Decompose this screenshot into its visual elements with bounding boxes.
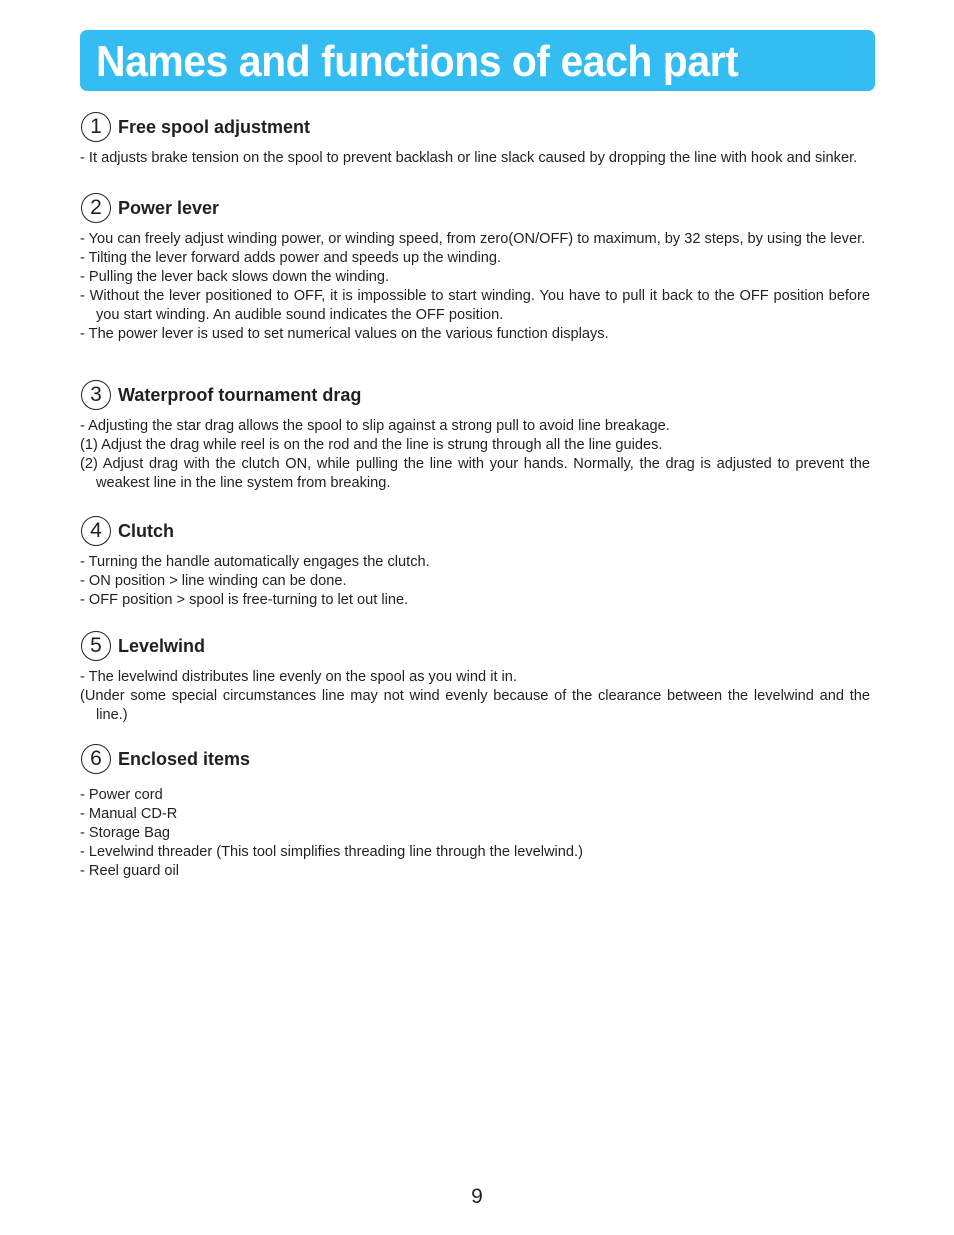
page-number: 9 <box>471 1185 483 1208</box>
body-line: - OFF position > spool is free-turning to let out line. <box>80 592 409 608</box>
body-line: - Adjusting the star drag allows the spool to slip against a strong pull to avoid line breakage. <box>80 418 670 434</box>
section-power-lever <box>80 193 870 344</box>
section-clutch <box>80 516 870 610</box>
body-line: (2) Adjust drag with the clutch ON, while pulling the line with your hands. Normally, the drag is adjusted to prevent the weakest line in the line system from breaking. <box>80 456 870 491</box>
section-title: Levelwind <box>118 636 206 656</box>
section-number-circle: 4 <box>81 516 111 546</box>
section-levelwind <box>80 631 870 725</box>
body-line: - Pulling the lever back slows down the winding. <box>80 269 390 285</box>
section-enclosed-items <box>80 744 870 881</box>
body-line: - Turning the handle automatically engages the clutch. <box>80 554 430 570</box>
section-title: Waterproof tournament drag <box>118 385 362 405</box>
section-heading <box>80 744 870 776</box>
section-number-circle: 6 <box>81 744 111 774</box>
section-body <box>80 149 870 168</box>
list-item: - Power cord <box>80 787 163 803</box>
section-heading <box>80 112 870 144</box>
section-free-spool-adjustment <box>80 112 870 168</box>
section-title: Enclosed items <box>118 749 251 769</box>
section-number-circle: 3 <box>81 380 111 410</box>
body-line: (1) Adjust the drag while reel is on the rod and the line is strung through all the line guides. <box>80 437 663 453</box>
section-heading <box>80 516 870 548</box>
body-line: - It adjusts brake tension on the spool to prevent backlash or line slack caused by dropping the line with hook and sinker. <box>80 150 858 166</box>
body-line: - Without the lever positioned to OFF, it is impossible to start winding. You have to pull it back to the OFF position before you start winding. An audible sound indicates the OFF position. <box>80 288 870 323</box>
section-waterproof-tournament-drag <box>80 380 870 493</box>
section-body <box>80 668 870 725</box>
section-number-circle: 1 <box>81 112 111 142</box>
page-title: Names and functions of each part <box>96 37 739 86</box>
section-number-circle: 2 <box>81 193 111 223</box>
list-item: - Reel guard oil <box>80 863 179 879</box>
list-item: - Manual CD-R <box>80 806 178 822</box>
list-item: - Levelwind threader (This tool simplifies threading line through the levelwind.) <box>80 844 583 860</box>
list-item: - Storage Bag <box>80 825 171 841</box>
section-title: Power lever <box>118 198 220 218</box>
section-heading <box>80 380 870 412</box>
section-body <box>80 417 870 493</box>
section-body <box>80 230 870 344</box>
body-line: (Under some special circumstances line may not wind evenly because of the clearance between the levelwind and the line.) <box>80 688 870 723</box>
section-heading <box>80 193 870 225</box>
section-number-circle: 5 <box>81 631 111 661</box>
body-line: - ON position > line winding can be done. <box>80 573 347 589</box>
body-line: - You can freely adjust winding power, or winding speed, from zero(ON/OFF) to maximum, by 32 steps, by using the lever. <box>80 231 866 247</box>
title-banner <box>80 30 875 91</box>
section-title: Free spool adjustment <box>118 117 311 137</box>
body-line: - The power lever is used to set numerical values on the various function displays. <box>80 326 609 342</box>
section-heading <box>80 631 870 663</box>
body-line: - Tilting the lever forward adds power and speeds up the winding. <box>80 250 502 266</box>
section-body <box>80 786 870 881</box>
body-line: - The levelwind distributes line evenly on the spool as you wind it in. <box>80 669 517 685</box>
section-title: Clutch <box>118 521 174 541</box>
section-body <box>80 553 870 610</box>
